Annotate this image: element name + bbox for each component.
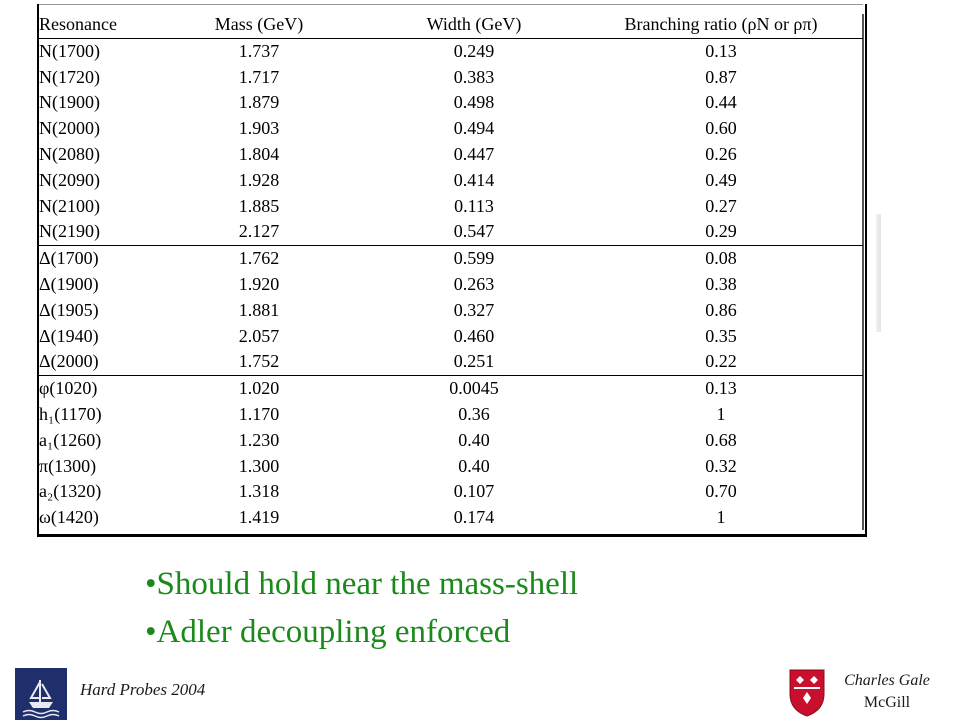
cell-width: 0.599 [369,246,579,272]
cell-branching-ratio: 0.13 [579,376,863,402]
cell-resonance: Δ(1940) [39,325,99,346]
cell-resonance: Δ(2000) [39,351,99,372]
cell-width: 0.174 [453,507,495,528]
bullet-list [145,560,578,656]
table-row [37,402,863,428]
cell-mass: 1.717 [238,66,280,87]
cell-width: 0.460 [453,325,495,346]
cell-width: 0.383 [453,66,495,87]
cell-mass: 2.127 [238,221,280,242]
cell-mass: 1.804 [238,143,280,164]
cell-branching-ratio: 0.68 [705,429,737,450]
cell-width: 0.40 [458,455,490,476]
cell-branching-ratio: 0.08 [579,246,863,272]
conference-name: Hard Probes 2004 [80,680,206,699]
cell-mass: 1.920 [238,273,280,294]
bullet-item: •Adler decoupling enforced [145,614,511,650]
col-header-resonance: Resonance [37,12,149,38]
cell-branching-ratio: 0.35 [705,325,737,346]
cell-mass: 1.300 [238,455,280,476]
cell-mass: 1.881 [238,299,280,320]
cell-resonance: N(2100) [39,195,100,216]
table-row [37,428,863,454]
cell-resonance: a₂(1320) [39,481,102,502]
cell-resonance: N(2190) [39,221,100,242]
col-header-mass: Mass (GeV) [149,12,369,38]
cell-branching-ratio: 1 [716,507,726,528]
table-row [37,272,863,298]
cell-width: 0.498 [453,92,495,113]
cell-width: 0.263 [453,273,495,294]
cell-branching-ratio: 0.87 [705,66,737,87]
cell-mass: 1.737 [238,40,280,61]
institution-name: McGill [863,694,911,711]
cell-width: 0.251 [453,351,495,372]
cell-mass: 1.903 [238,118,280,139]
cell-mass: 1.318 [238,481,280,502]
cell-resonance: N(1700) [39,40,100,61]
footer-credit [832,670,942,714]
table-row [37,116,863,142]
table-row [37,349,863,375]
cell-resonance: N(1720) [39,66,100,87]
author-name: Charles Gale [844,672,930,689]
cell-width: 0.414 [453,169,495,190]
cell-branching-ratio: 0.27 [705,195,737,216]
cell-branching-ratio: 0.29 [705,221,737,242]
table-row [37,38,863,64]
cell-width: 0.0045 [369,376,579,402]
cell-resonance: Δ(1905) [39,299,99,320]
cell-resonance: ω(1420) [39,507,99,528]
cell-width: 0.107 [453,481,495,502]
table-row [37,324,863,350]
cell-width: 0.547 [453,221,495,242]
table-row [37,479,863,505]
cell-resonance: a₁(1260) [39,429,102,450]
col-header-branching-ratio: Branching ratio (ρN or ρπ) [579,12,863,38]
cell-branching-ratio: 0.13 [705,40,737,61]
table-row [37,194,863,220]
table-row [37,142,863,168]
cell-width: 0.40 [458,429,490,450]
cell-resonance: φ(1020) [37,376,149,402]
cell-resonance: Δ(1900) [39,273,99,294]
cell-resonance: Δ(1700) [37,246,149,272]
cell-resonance: N(2000) [39,118,100,139]
cell-resonance: N(2080) [39,143,100,164]
cell-branching-ratio: 0.60 [705,118,737,139]
cell-resonance: N(2090) [39,169,100,190]
cell-mass: 1.879 [238,92,280,113]
cell-width: 0.327 [453,299,495,320]
cell-width: 0.447 [453,143,495,164]
bullet-item: •Should hold near the mass-shell [145,566,579,602]
scan-artifact [876,214,881,332]
table-row [37,90,863,116]
cell-width: 0.249 [453,40,495,61]
table-row [37,454,863,480]
cell-mass: 1.752 [238,351,280,372]
cell-width: 0.36 [458,403,490,424]
cell-mass: 1.170 [238,403,280,424]
mcgill-crest-icon [788,668,826,718]
cell-resonance: π(1300) [39,455,97,476]
cell-branching-ratio: 0.44 [705,92,737,113]
cell-mass: 2.057 [238,325,280,346]
table-row [37,298,863,324]
cell-branching-ratio: 1 [716,403,726,424]
conference-logo-icon [15,668,67,720]
cell-branching-ratio: 0.26 [705,143,737,164]
cell-branching-ratio: 0.49 [705,169,737,190]
table-row [37,65,863,91]
table-row [37,246,863,272]
cell-resonance: N(1900) [39,92,100,113]
cell-mass: 1.762 [149,246,369,272]
cell-width: 0.494 [453,118,495,139]
cell-mass: 1.885 [238,195,280,216]
cell-mass: 1.020 [149,376,369,402]
cell-width: 0.113 [454,195,494,216]
table-row [37,376,863,402]
table-row [37,219,863,245]
cell-branching-ratio: 0.32 [705,455,737,476]
col-header-width: Width (GeV) [369,12,579,38]
cell-branching-ratio: 0.86 [705,299,737,320]
cell-mass: 1.928 [238,169,280,190]
resonance-table [37,12,863,531]
cell-branching-ratio: 0.38 [705,273,737,294]
table-body [37,38,863,531]
cell-branching-ratio: 0.22 [705,351,737,372]
table-row [37,505,863,531]
cell-branching-ratio: 0.70 [705,481,737,502]
cell-resonance: h₁(1170) [39,403,102,424]
cell-mass: 1.419 [238,507,280,528]
table-header-row [37,12,863,38]
table-row [37,168,863,194]
cell-mass: 1.230 [238,429,280,450]
